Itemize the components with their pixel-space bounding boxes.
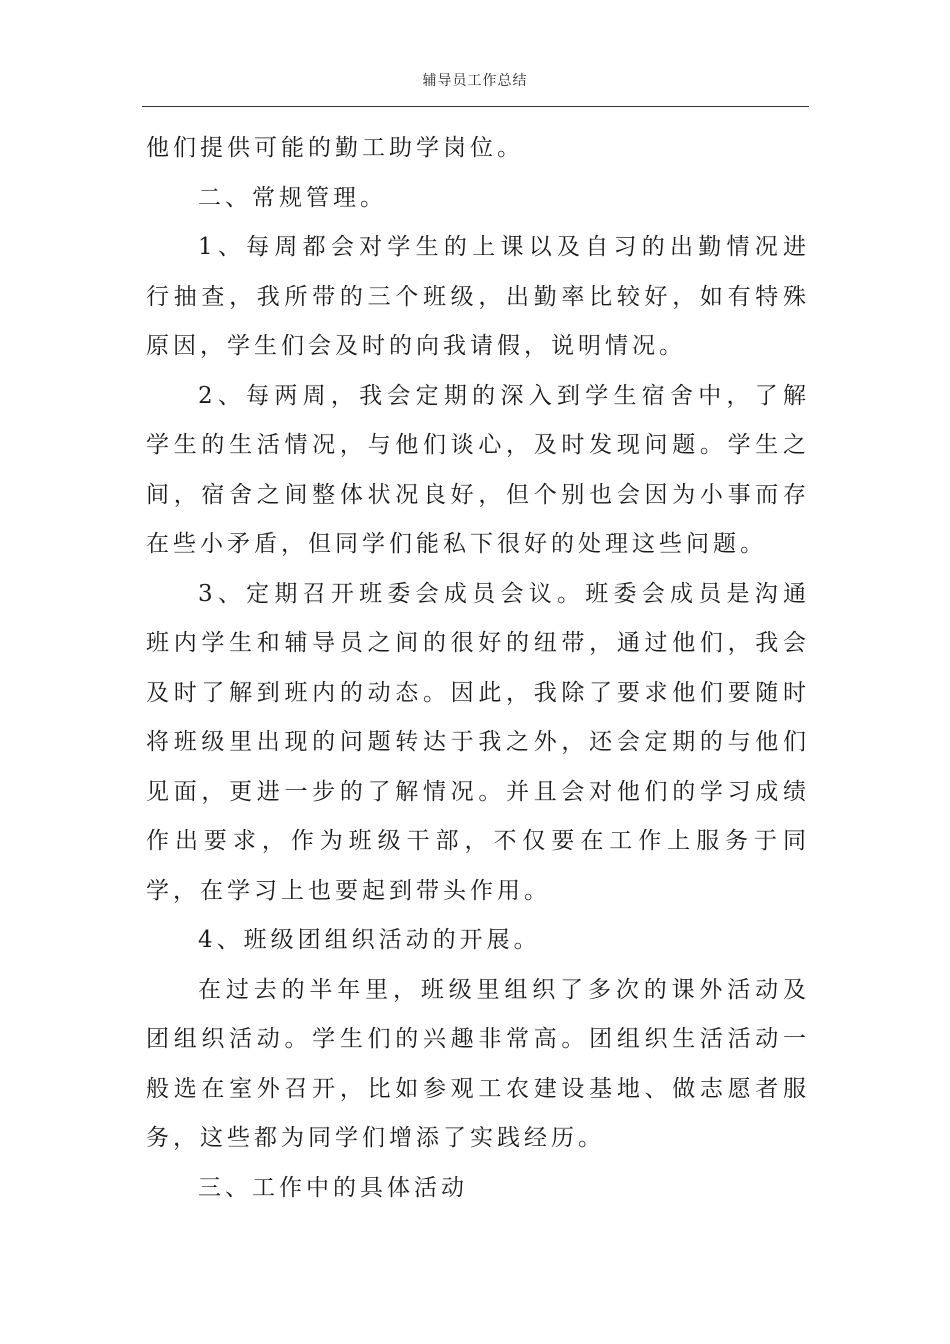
paragraph: 2、每两周，我会定期的深入到学生宿舍中，了解学生的生活情况，与他们谈心，及时发现问题。学生之间，宿舍之间整体状况良好，但个别也会因为小事而存在些小矛盾，但同学们能私下很好的处理这些问题。 bbox=[146, 382, 810, 557]
paragraph: 他们提供可能的勤工助学岗位。 bbox=[146, 135, 524, 161]
section-heading: 三、工作中的具体活动 bbox=[198, 1174, 468, 1201]
paragraph: 1、每周都会对学生的上课以及自习的出勤情况进行抽查，我所带的三个班级，出勤率比较好，如有特殊原因，学生们会及时的向我请假，说明情况。 bbox=[146, 234, 810, 359]
section-heading: 二、常规管理。 bbox=[198, 184, 387, 211]
page-header-title: 辅导员工作总结 bbox=[422, 73, 528, 89]
header-divider bbox=[142, 106, 809, 107]
paragraph: 3、定期召开班委会成员会议。班委会成员是沟通班内学生和辅导员之间的很好的纽带，通过他们，我会及时了解到班内的动态。因此，我除了要求他们要随时将班级里出现的问题转达于我之外，还会定期的与他们见面，更进一步的了解情况。并且会对他们的学习成绩作出要求，作为班级干部，不仅要在工作上服务于同学，在学习上也要起到带头作用。 bbox=[146, 580, 810, 904]
paragraph: 在过去的半年里，班级里组织了多次的课外活动及团组织活动。学生们的兴趣非常高。团组织生活活动一般选在室外召开，比如参观工农建设基地、做志愿者服务，这些都为同学们增添了实践经历。 bbox=[146, 976, 810, 1151]
subsection-heading: 4、班级团组织活动的开展。 bbox=[198, 927, 541, 953]
document-body bbox=[146, 124, 810, 1213]
